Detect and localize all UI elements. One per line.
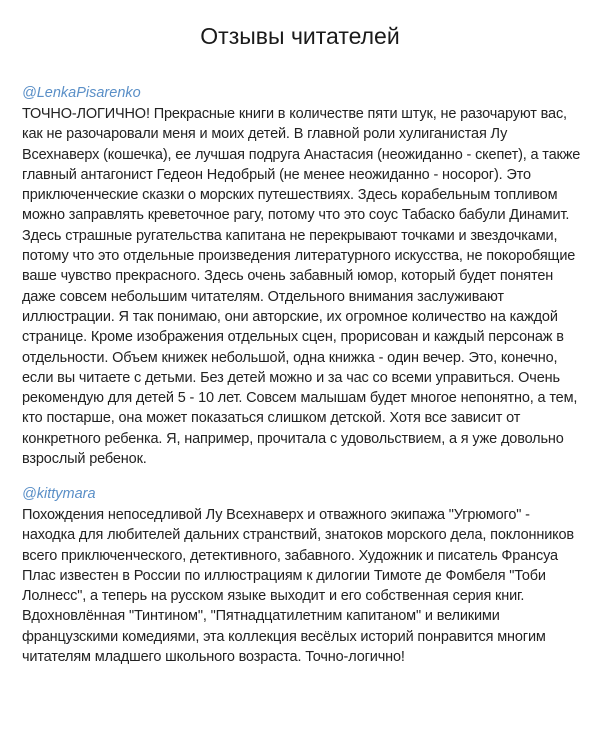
review-item: [22, 83, 582, 469]
review-author-link[interactable]: @kittymara: [22, 486, 96, 502]
review-author-link[interactable]: @LenkaPisarenko: [22, 85, 141, 101]
page-title: Отзывы читателей: [200, 23, 400, 49]
review-text: Похождения непоседливой Лу Всехнаверх и отважного экипажа "Угрюмого" - находка для любителей дальних странствий, знатоков морского дела, поклонников всего приключенческого, детективного, забавного. Художник и писатель Франсуа Плас известен в России по иллюстрациям к дилогии Тимоте де Фомбеля "Тоби Лолнесс", а теперь на русском языке выходит и его собственная серия книг. Вдохновлённая "Тинтином", "Пятнадцатилетним капитаном" и великими французскими комедиями, эта коллекция весёлых историй понравится многим читателям младшего школьного возраста. Точно-логично!: [22, 507, 574, 666]
review-item: [22, 484, 582, 667]
review-text: ТОЧНО-ЛОГИЧНО! Прекрасные книги в количестве пяти штук, не разочаруют вас, как не разочаровали меня и моих детей. В главной роли хулиганистая Лу Всехнаверх (кошечка), ее лучшая подруга Анастасия (неожиданно - скепет), а также главный антагонист Гедеон Недобрый (не менее неожиданно - носорог). Это приключенческие сказки о морских путешествиях. Здесь корабельным топливом можно заправлять креветочное рагу, потому что это соус Табаско бабули Динамит. Здесь страшные ругательства капитана не перекрывают точками и звездочками, потому что это отдельные произведения литературного искусства, не покоробящие ваше чувство прекрасного. Здесь очень забавный юмор, который будет понятен даже совсем небольшим читателям. Отдельного внимания заслуживают иллюстрации. Я так понимаю, они авторские, их огромное количество на каждой странице. Кроме изображения отдельных сцен, прорисован и каждый персонаж в отдельности. Объем книжек небольшой, одна книжка - один вечер. Это, конечно, если вы читаете с детьми. Без детей можно и за час со всеми управиться. Очень рекомендую для детей 5 - 10 лет. Совсем малышам будет многое непонятно, а тем, кто постарше, она может показаться слишком детской. Хотя все зависит от конкретного ребенка. Я, например, прочитала с удовольствием, а я уже довольно взрослый ребенок.: [22, 106, 581, 468]
